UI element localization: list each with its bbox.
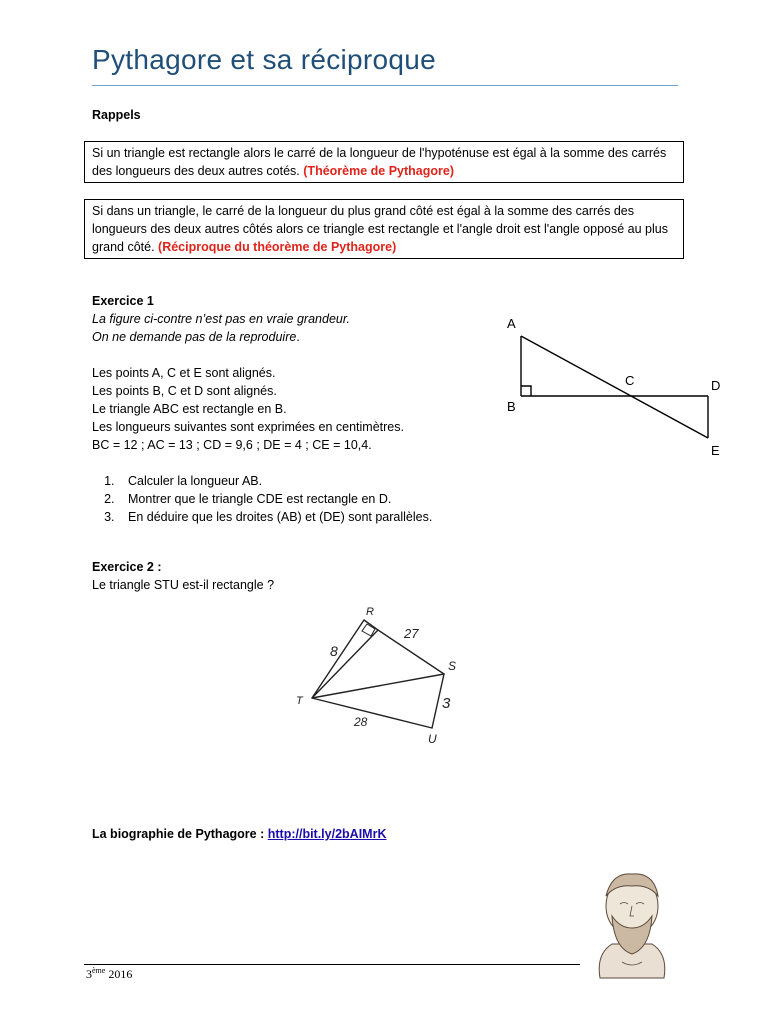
- label-d: D: [711, 378, 721, 393]
- side-tu: [312, 698, 432, 728]
- question-item: 1. Calculer la longueur AB.: [118, 472, 482, 490]
- theorem-text: Si un triangle est rectangle alors le carré de la longueur de l'hypoténuse est égal à la somme des carrés des longueurs des deux autres cotés.: [92, 146, 667, 178]
- label-b: B: [507, 399, 516, 414]
- length-su: 3: [442, 695, 451, 712]
- converse-text: Si dans un triangle, le carré de la longueur du plus grand côté est égal à la somme des carrés des longueurs des deux autres côtés alors ce triangle est rectangle et l'angle droit est l'angle opposé au plus grand côté.: [92, 204, 668, 254]
- exercise1-note-2: [92, 328, 482, 346]
- exercise2-question: Le triangle STU est-il rectangle ?: [92, 578, 275, 592]
- segment-ae: [521, 336, 708, 438]
- length-rs: 27: [404, 626, 419, 641]
- right-angle-mark-b: [521, 386, 531, 396]
- label-s: S: [448, 659, 457, 673]
- biography-line: [92, 825, 386, 843]
- figure-exercise1: [490, 308, 740, 468]
- footer-rule: [84, 964, 580, 965]
- exercise1-block: [92, 292, 482, 526]
- exercise1-note-2-text: On ne demande pas de la reproduire: [92, 330, 297, 344]
- theorem-box: [84, 141, 684, 183]
- title-underline: [92, 85, 678, 86]
- exercise2-heading: Exercice 2 :: [92, 560, 162, 574]
- exercise2-block: [92, 558, 274, 594]
- figure-exercise2: [290, 600, 480, 750]
- label-r: R: [366, 606, 374, 618]
- question-item: 3. En déduire que les droites (AB) et (DE) sont parallèles.: [118, 508, 482, 526]
- converse-box: [84, 199, 684, 259]
- footer-year: 2016: [108, 967, 133, 981]
- page-title: Pythagore et sa réciproque: [92, 44, 437, 75]
- biography-label: La biographie de Pythagore :: [92, 827, 265, 841]
- length-tu: 28: [354, 715, 368, 729]
- label-u: U: [428, 732, 437, 746]
- label-t: T: [296, 695, 303, 707]
- label-c: C: [625, 373, 635, 388]
- label-e: E: [711, 443, 720, 458]
- exercise1-heading: Exercice 1: [92, 294, 154, 308]
- fact-lengths: BC = 12 ; AC = 13 ; CD = 9,6 ; DE = 4 ; CE = 10,4.: [92, 438, 372, 452]
- length-rt: 8: [330, 643, 338, 659]
- fact-units: Les longueurs suivantes sont exprimées en centimètres.: [92, 420, 404, 434]
- fact-right-triangle: Le triangle ABC est rectangle en B.: [92, 402, 287, 416]
- label-a: A: [507, 316, 516, 331]
- pythagoras-bust-illustration: [582, 866, 682, 986]
- theorem-reference: (Théorème de Pythagore): [303, 164, 454, 178]
- question-item: 2. Montrer que le triangle CDE est rectangle en D.: [118, 490, 482, 508]
- footer-level-year: [86, 966, 132, 982]
- exercise1-questions: [92, 472, 482, 526]
- footer-level: 3: [86, 967, 92, 981]
- footer-level-suffix: ème: [92, 966, 106, 975]
- fact-aligned-ace: Les points A, C et E sont alignés.: [92, 366, 276, 380]
- converse-reference: (Réciproque du théorème de Pythagore): [158, 240, 397, 254]
- exercise1-note-2-period: .: [296, 330, 300, 344]
- side-rt: [312, 620, 378, 698]
- biography-link[interactable]: http://bit.ly/2bAIMrK: [267, 827, 387, 841]
- fact-aligned-bcd: Les points B, C et D sont alignés.: [92, 384, 277, 398]
- rappels-heading: Rappels: [92, 108, 141, 122]
- exercise1-note-1: La figure ci-contre n’est pas en vraie grandeur.: [92, 312, 351, 326]
